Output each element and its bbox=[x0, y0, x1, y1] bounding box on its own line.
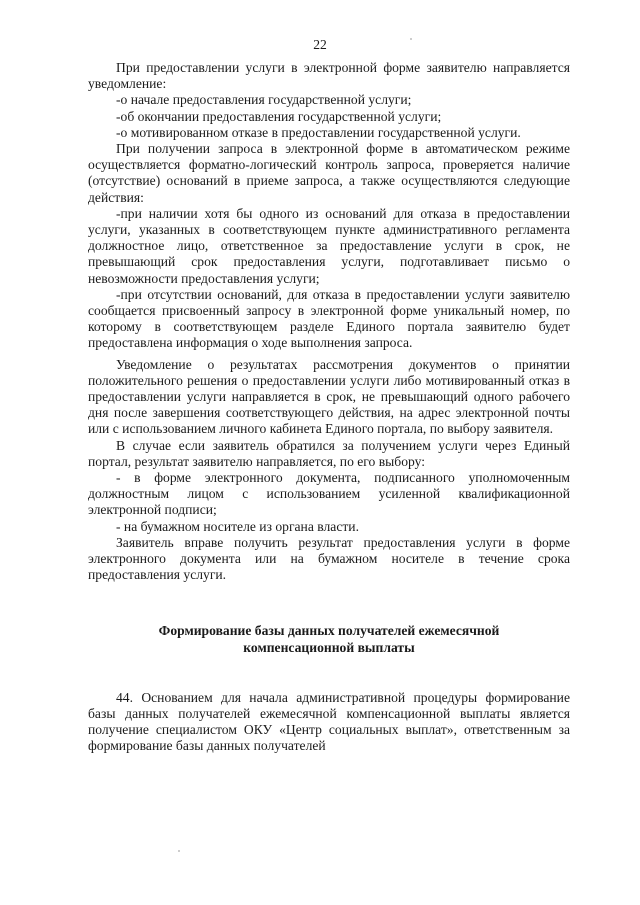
list-item-refusal-grounds: -при наличии хотя бы одного из оснований для отказа в предоставлении услуги, указанных в соответствующем пункте административного регламента должностное лицо, ответственное за предоставление услуги в срок, не превышающий срок предоставления услуги, подготавливает письмо о невозможности предоставления услуги; bbox=[88, 205, 570, 286]
paragraph-44: 44. Основанием для начала административной процедуры формирование базы данных получателей ежемесячной компенсационной выплаты является получение специалистом ОКУ «Центр социальных выплат», ответственным за формирование базы данных получателей bbox=[88, 689, 570, 754]
list-item-notice-start: -о начале предоставления государственной услуги; bbox=[116, 92, 412, 108]
list-item-notice-end: -об окончании предоставления государственной услуги; bbox=[116, 108, 442, 124]
list-item-notice-refusal: -о мотивированном отказе в предоставлении государственной услуги. bbox=[116, 124, 521, 140]
list-item-electronic-document: - в форме электронного документа, подписанного уполномоченным должностным лицом с использованием усиленной квалификационной электронной подписи; bbox=[88, 470, 570, 518]
paragraph-format-check: При получении запроса в электронной форме в автоматическом режиме осуществляется форматно-логический контроль запроса, проверяется наличие (отсутствие) оснований в приеме запроса, а также осуществляются следующие действия: bbox=[88, 141, 570, 205]
section-title bbox=[88, 622, 570, 656]
section-title-line-1: Формирование базы данных получателей ежемесячной bbox=[158, 622, 500, 638]
list-item-paper-document: - на бумажном носителе из органа власти. bbox=[116, 518, 359, 534]
scan-speck bbox=[410, 38, 412, 40]
scan-speck bbox=[178, 850, 180, 852]
paragraph-portal-result: В случае если заявитель обратился за получением услуги через Единый портал, результат заявителю направляется, по его выбору: bbox=[88, 437, 570, 469]
paragraph-result-notice: Уведомление о результатах рассмотрения документов о принятии положительного решения о предоставлении услуги либо мотивированный отказ в предоставлении услуги направляется в срок, не превышающий одного рабочего дня после завершения соответствующего действия, на адрес электронной почты или с использованием личного кабинета Единого портала, по выбору заявителя. bbox=[88, 356, 570, 437]
document-body bbox=[88, 60, 570, 754]
paragraph-applicant-right: Заявитель вправе получить результат предоставления услуги в форме электронного документа или на бумажном носителе в течение срока предоставления услуги. bbox=[88, 534, 570, 583]
section-title-line-2: компенсационной выплаты bbox=[243, 639, 415, 655]
paragraph-electronic-notice: При предоставлении услуги в электронной форме заявителю направляется уведомление: bbox=[88, 60, 570, 92]
list-item-no-refusal-grounds: -при отсутствии оснований, для отказа в предоставлении услуги заявителю сообщается присвоенный запросу в электронной форме уникальный номер, по которому в соответствующем разделе Единого портала заявителю будет предоставлена информация о ходе выполнения запроса. bbox=[88, 286, 570, 351]
page-number: 22 bbox=[313, 37, 327, 52]
